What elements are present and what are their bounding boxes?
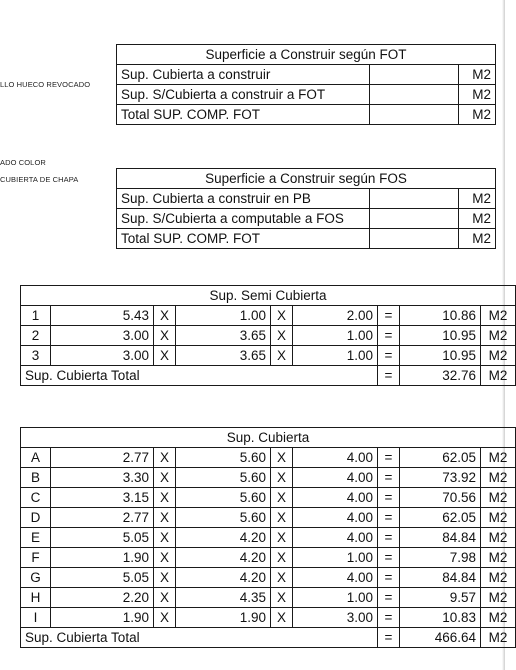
times-sign: X [271, 346, 293, 366]
dim-b: 3.65 [176, 346, 271, 366]
dim-c: 4.00 [293, 468, 378, 488]
fot-row-label: Total SUP. COMP. FOT [117, 105, 370, 125]
cubierta-header-row [21, 428, 516, 448]
row-unit: M2 [481, 588, 516, 608]
dim-a: 5.05 [51, 568, 154, 588]
fot-row-value [370, 85, 459, 105]
dim-a: 1.90 [51, 608, 154, 628]
dim-b: 3.65 [176, 326, 271, 346]
dim-a: 3.15 [51, 488, 154, 508]
row-id: 1 [21, 306, 51, 326]
table-row [21, 508, 516, 528]
table-row [21, 488, 516, 508]
dim-c: 2.00 [293, 306, 378, 326]
row-unit: M2 [481, 488, 516, 508]
times-sign: X [271, 588, 293, 608]
fos-row-label: Sup. S/Cubierta a computable a FOS [117, 209, 370, 229]
row-result: 10.95 [400, 346, 481, 366]
times-sign: X [154, 488, 176, 508]
table-row [21, 326, 516, 346]
dim-c: 1.00 [293, 326, 378, 346]
dim-b: 5.60 [176, 488, 271, 508]
table-row [21, 448, 516, 468]
equals-sign: = [378, 508, 400, 528]
dim-c: 1.00 [293, 346, 378, 366]
fos-title: Superficie a Construir según FOS [117, 169, 496, 189]
fos-row-label: Total SUP. COMP. FOT [117, 229, 370, 249]
dim-a: 5.43 [51, 306, 154, 326]
dim-b: 5.60 [176, 468, 271, 488]
equals-sign: = [378, 468, 400, 488]
dim-c: 4.00 [293, 508, 378, 528]
table-row [117, 105, 496, 125]
fos-header-row [117, 169, 496, 189]
times-sign: X [154, 608, 176, 628]
side-note-revocado: LLO HUECO REVOCADO [0, 80, 91, 89]
row-result: 10.83 [400, 608, 481, 628]
row-id: C [21, 488, 51, 508]
fos-table [116, 168, 496, 249]
table-row [117, 65, 496, 85]
row-id: A [21, 448, 51, 468]
cubierta-table [20, 427, 516, 648]
semi-total-value: 32.76 [400, 366, 481, 386]
times-sign: X [271, 448, 293, 468]
row-unit: M2 [481, 548, 516, 568]
fos-row-label: Sup. Cubierta a construir en PB [117, 189, 370, 209]
table-row [21, 588, 516, 608]
times-sign: X [271, 488, 293, 508]
dim-b: 4.20 [176, 528, 271, 548]
cubierta-total-row [21, 628, 516, 648]
row-result: 10.95 [400, 326, 481, 346]
equals-sign: = [378, 608, 400, 628]
times-sign: X [154, 468, 176, 488]
row-id: 2 [21, 326, 51, 346]
table-row [117, 189, 496, 209]
equals-sign: = [378, 528, 400, 548]
table-row [21, 346, 516, 366]
row-unit: M2 [481, 346, 516, 366]
equals-sign: = [378, 548, 400, 568]
dim-c: 1.00 [293, 588, 378, 608]
fot-table [116, 44, 496, 125]
fot-row-label: Sup. S/Cubierta a construir a FOT [117, 85, 370, 105]
times-sign: X [271, 548, 293, 568]
equals-sign: = [378, 326, 400, 346]
row-unit: M2 [481, 306, 516, 326]
fot-row-unit: M2 [459, 105, 496, 125]
times-sign: X [154, 326, 176, 346]
fot-row-unit: M2 [459, 65, 496, 85]
times-sign: X [271, 528, 293, 548]
fot-row-value [370, 65, 459, 85]
times-sign: X [154, 548, 176, 568]
row-result: 9.57 [400, 588, 481, 608]
row-result: 7.98 [400, 548, 481, 568]
equals-sign: = [378, 346, 400, 366]
times-sign: X [271, 608, 293, 628]
dim-b: 5.60 [176, 508, 271, 528]
dim-a: 3.00 [51, 326, 154, 346]
times-sign: X [154, 448, 176, 468]
times-sign: X [154, 528, 176, 548]
fos-row-value [370, 209, 459, 229]
dim-c: 4.00 [293, 448, 378, 468]
semi-total-row [21, 366, 516, 386]
row-result: 62.05 [400, 448, 481, 468]
dim-c: 3.00 [293, 608, 378, 628]
row-result: 73.92 [400, 468, 481, 488]
equals-sign: = [378, 488, 400, 508]
semi-header-row [21, 286, 516, 306]
table-row [21, 568, 516, 588]
fot-row-value [370, 105, 459, 125]
cubierta-title: Sup. Cubierta [21, 428, 516, 448]
fos-row-unit: M2 [459, 229, 496, 249]
dim-b: 4.20 [176, 548, 271, 568]
cubierta-total-equals: = [378, 628, 400, 648]
cubierta-total-unit: M2 [481, 628, 516, 648]
times-sign: X [154, 508, 176, 528]
row-unit: M2 [481, 608, 516, 628]
dim-b: 1.90 [176, 608, 271, 628]
row-result: 84.84 [400, 528, 481, 548]
dim-a: 2.77 [51, 448, 154, 468]
cubierta-rows [21, 448, 516, 628]
row-result: 62.05 [400, 508, 481, 528]
row-id: D [21, 508, 51, 528]
dim-c: 4.00 [293, 488, 378, 508]
dim-b: 1.00 [176, 306, 271, 326]
dim-a: 2.77 [51, 508, 154, 528]
row-result: 84.84 [400, 568, 481, 588]
fos-row-value [370, 229, 459, 249]
row-unit: M2 [481, 508, 516, 528]
dim-a: 2.20 [51, 588, 154, 608]
fot-header-row [117, 45, 496, 65]
row-id: F [21, 548, 51, 568]
dim-c: 4.00 [293, 528, 378, 548]
times-sign: X [154, 346, 176, 366]
times-sign: X [271, 306, 293, 326]
times-sign: X [271, 326, 293, 346]
fot-title: Superficie a Construir según FOT [117, 45, 496, 65]
semi-title: Sup. Semi Cubierta [21, 286, 516, 306]
row-unit: M2 [481, 528, 516, 548]
table-row [117, 229, 496, 249]
times-sign: X [154, 568, 176, 588]
dim-b: 4.35 [176, 588, 271, 608]
table-row [117, 85, 496, 105]
table-row [21, 608, 516, 628]
row-id: B [21, 468, 51, 488]
dim-b: 5.60 [176, 448, 271, 468]
row-unit: M2 [481, 326, 516, 346]
equals-sign: = [378, 448, 400, 468]
table-row [21, 468, 516, 488]
row-result: 70.56 [400, 488, 481, 508]
cubierta-total-value: 466.64 [400, 628, 481, 648]
dim-a: 3.30 [51, 468, 154, 488]
semi-rows [21, 306, 516, 366]
table-row [117, 209, 496, 229]
times-sign: X [154, 588, 176, 608]
fos-row-value [370, 189, 459, 209]
row-id: G [21, 568, 51, 588]
side-note-color: ADO COLOR [0, 158, 46, 167]
equals-sign: = [378, 588, 400, 608]
table-row [21, 548, 516, 568]
dim-a: 3.00 [51, 346, 154, 366]
cubierta-total-label: Sup. Cubierta Total [21, 628, 378, 648]
times-sign: X [154, 306, 176, 326]
table-row [21, 528, 516, 548]
semi-cubierta-table [20, 285, 516, 386]
times-sign: X [271, 568, 293, 588]
dim-b: 4.20 [176, 568, 271, 588]
dim-a: 5.05 [51, 528, 154, 548]
equals-sign: = [378, 306, 400, 326]
row-id: I [21, 608, 51, 628]
semi-total-unit: M2 [481, 366, 516, 386]
fot-row-label: Sup. Cubierta a construir [117, 65, 370, 85]
row-id: H [21, 588, 51, 608]
row-id: E [21, 528, 51, 548]
row-id: 3 [21, 346, 51, 366]
side-note-chapa: CUBIERTA DE CHAPA [0, 175, 79, 184]
table-row [21, 306, 516, 326]
fos-row-unit: M2 [459, 189, 496, 209]
row-result: 10.86 [400, 306, 481, 326]
dim-c: 4.00 [293, 568, 378, 588]
dim-c: 1.00 [293, 548, 378, 568]
times-sign: X [271, 468, 293, 488]
times-sign: X [271, 508, 293, 528]
row-unit: M2 [481, 448, 516, 468]
row-unit: M2 [481, 468, 516, 488]
equals-sign: = [378, 568, 400, 588]
dim-a: 1.90 [51, 548, 154, 568]
fot-row-unit: M2 [459, 85, 496, 105]
fos-row-unit: M2 [459, 209, 496, 229]
semi-total-label: Sup. Cubierta Total [21, 366, 378, 386]
row-unit: M2 [481, 568, 516, 588]
semi-total-equals: = [378, 366, 400, 386]
